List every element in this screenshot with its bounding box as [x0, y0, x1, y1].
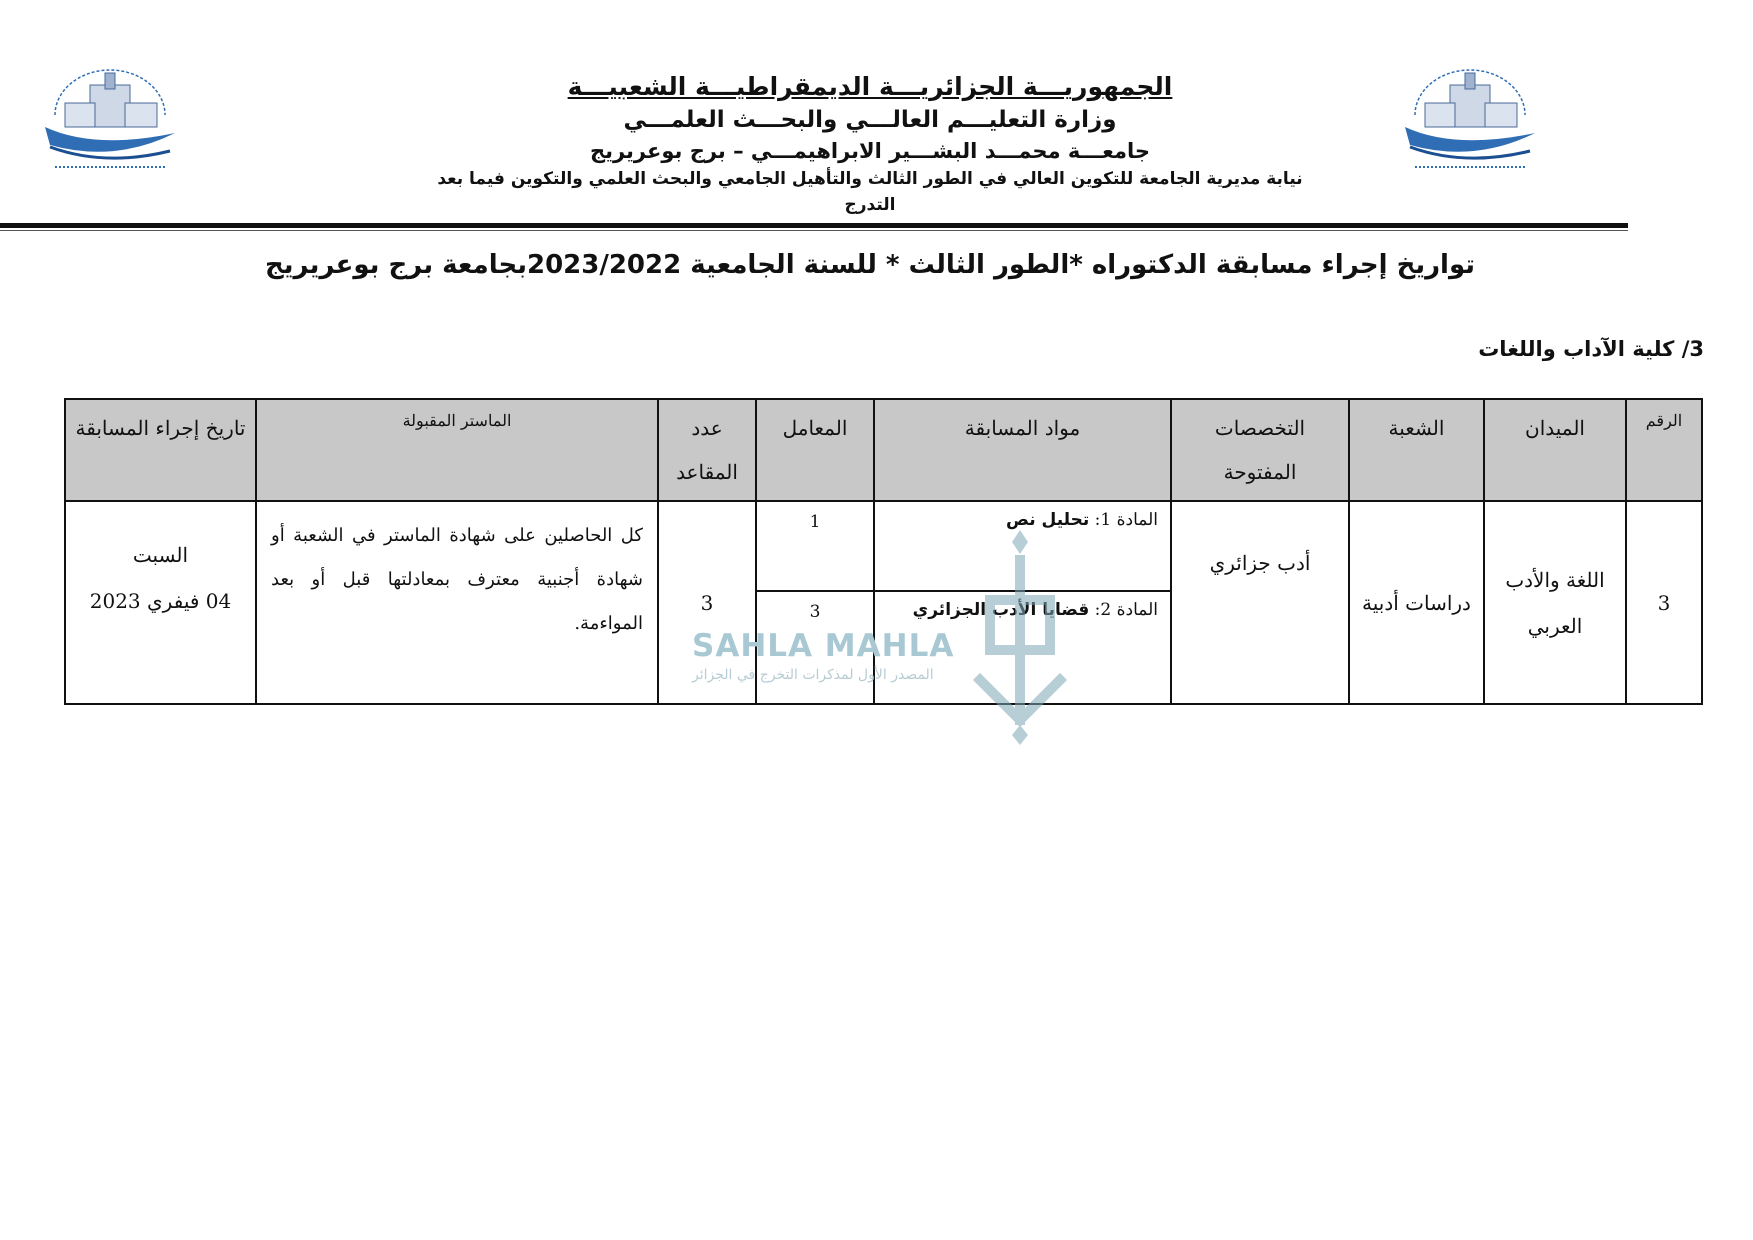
col-header-seats: عدد المقاعد [658, 399, 756, 501]
col-header-subjects: مواد المسابقة [874, 399, 1171, 501]
republic-title: الجمهوريـــة الجزائريـــة الديمقراطيـــة الشعبيـــة [567, 72, 1173, 101]
cell-branch: دراسات أدبية [1349, 501, 1484, 704]
col-header-specialties: التخصصات المفتوحة [1171, 399, 1349, 501]
university-name: جامعـــة محمـــد البشـــير الابراهيمـــي – برج بوعريريج [589, 139, 1151, 163]
header-divider [0, 223, 1628, 228]
date-value: 04 فيفري 2023 [89, 589, 232, 613]
document-title: تواريخ إجراء مسابقة الدكتوراه *الطور الثالث * للسنة الجامعية 2023/2022بجامعة برج بوعريريج [264, 250, 1476, 280]
subject-2-label: المادة 2: [1094, 600, 1158, 620]
col-header-date: تاريخ إجراء المسابقة [65, 399, 256, 501]
watermark-brand: SAHLA MAHLA [692, 628, 955, 664]
cell-masters: كل الحاصلين على شهادة الماستر في الشعبة أو شهادة أجنبية معترف بمعادلتها قبل أو بعد المواءمة. [256, 501, 658, 704]
ministry-title: وزارة التعليـــم العالـــي والبحـــث العلمـــي [623, 107, 1117, 133]
subject-1-name: تحليل نص [1006, 510, 1090, 530]
cell-number: 3 [1626, 501, 1702, 704]
subject-2-name: قضايا الأدب الجزائري [912, 600, 1090, 620]
university-logo-left [35, 55, 185, 185]
col-header-masters: الماستر المقبولة [256, 399, 658, 501]
col-header-branch: الشعبة [1349, 399, 1484, 501]
cell-specialty: أدب جزائري [1171, 501, 1349, 704]
header-divider-thin [0, 230, 1628, 231]
subject-1-label: المادة 1: [1094, 510, 1158, 530]
col-header-coefficient: المعامل [756, 399, 874, 501]
cell-coef-2: 3 [756, 591, 874, 704]
letterhead [420, 70, 1320, 218]
cell-field: اللغة والأدب العربي [1484, 501, 1626, 704]
watermark-tagline: المصدر الأول لمذكرات التخرج في الجزائر [692, 667, 934, 683]
col-header-field: الميدان [1484, 399, 1626, 501]
faculty-heading: 3/ كلية الآداب واللغات [1478, 337, 1704, 361]
table-header-row [65, 399, 1702, 501]
date-day: السبت [132, 543, 189, 567]
cell-coef-1: 1 [756, 501, 874, 591]
col-header-number: الرقم [1626, 399, 1702, 501]
cell-seats: 3 [658, 501, 756, 704]
cell-date [65, 501, 256, 704]
directorate-name: نيابة مديرية الجامعة للتكوين العالي في الطور الثالث والتأهيل الجامعي والبحث العلمي والتكوين فيما بعد التدرج [437, 169, 1303, 215]
university-logo-right [1395, 55, 1545, 185]
